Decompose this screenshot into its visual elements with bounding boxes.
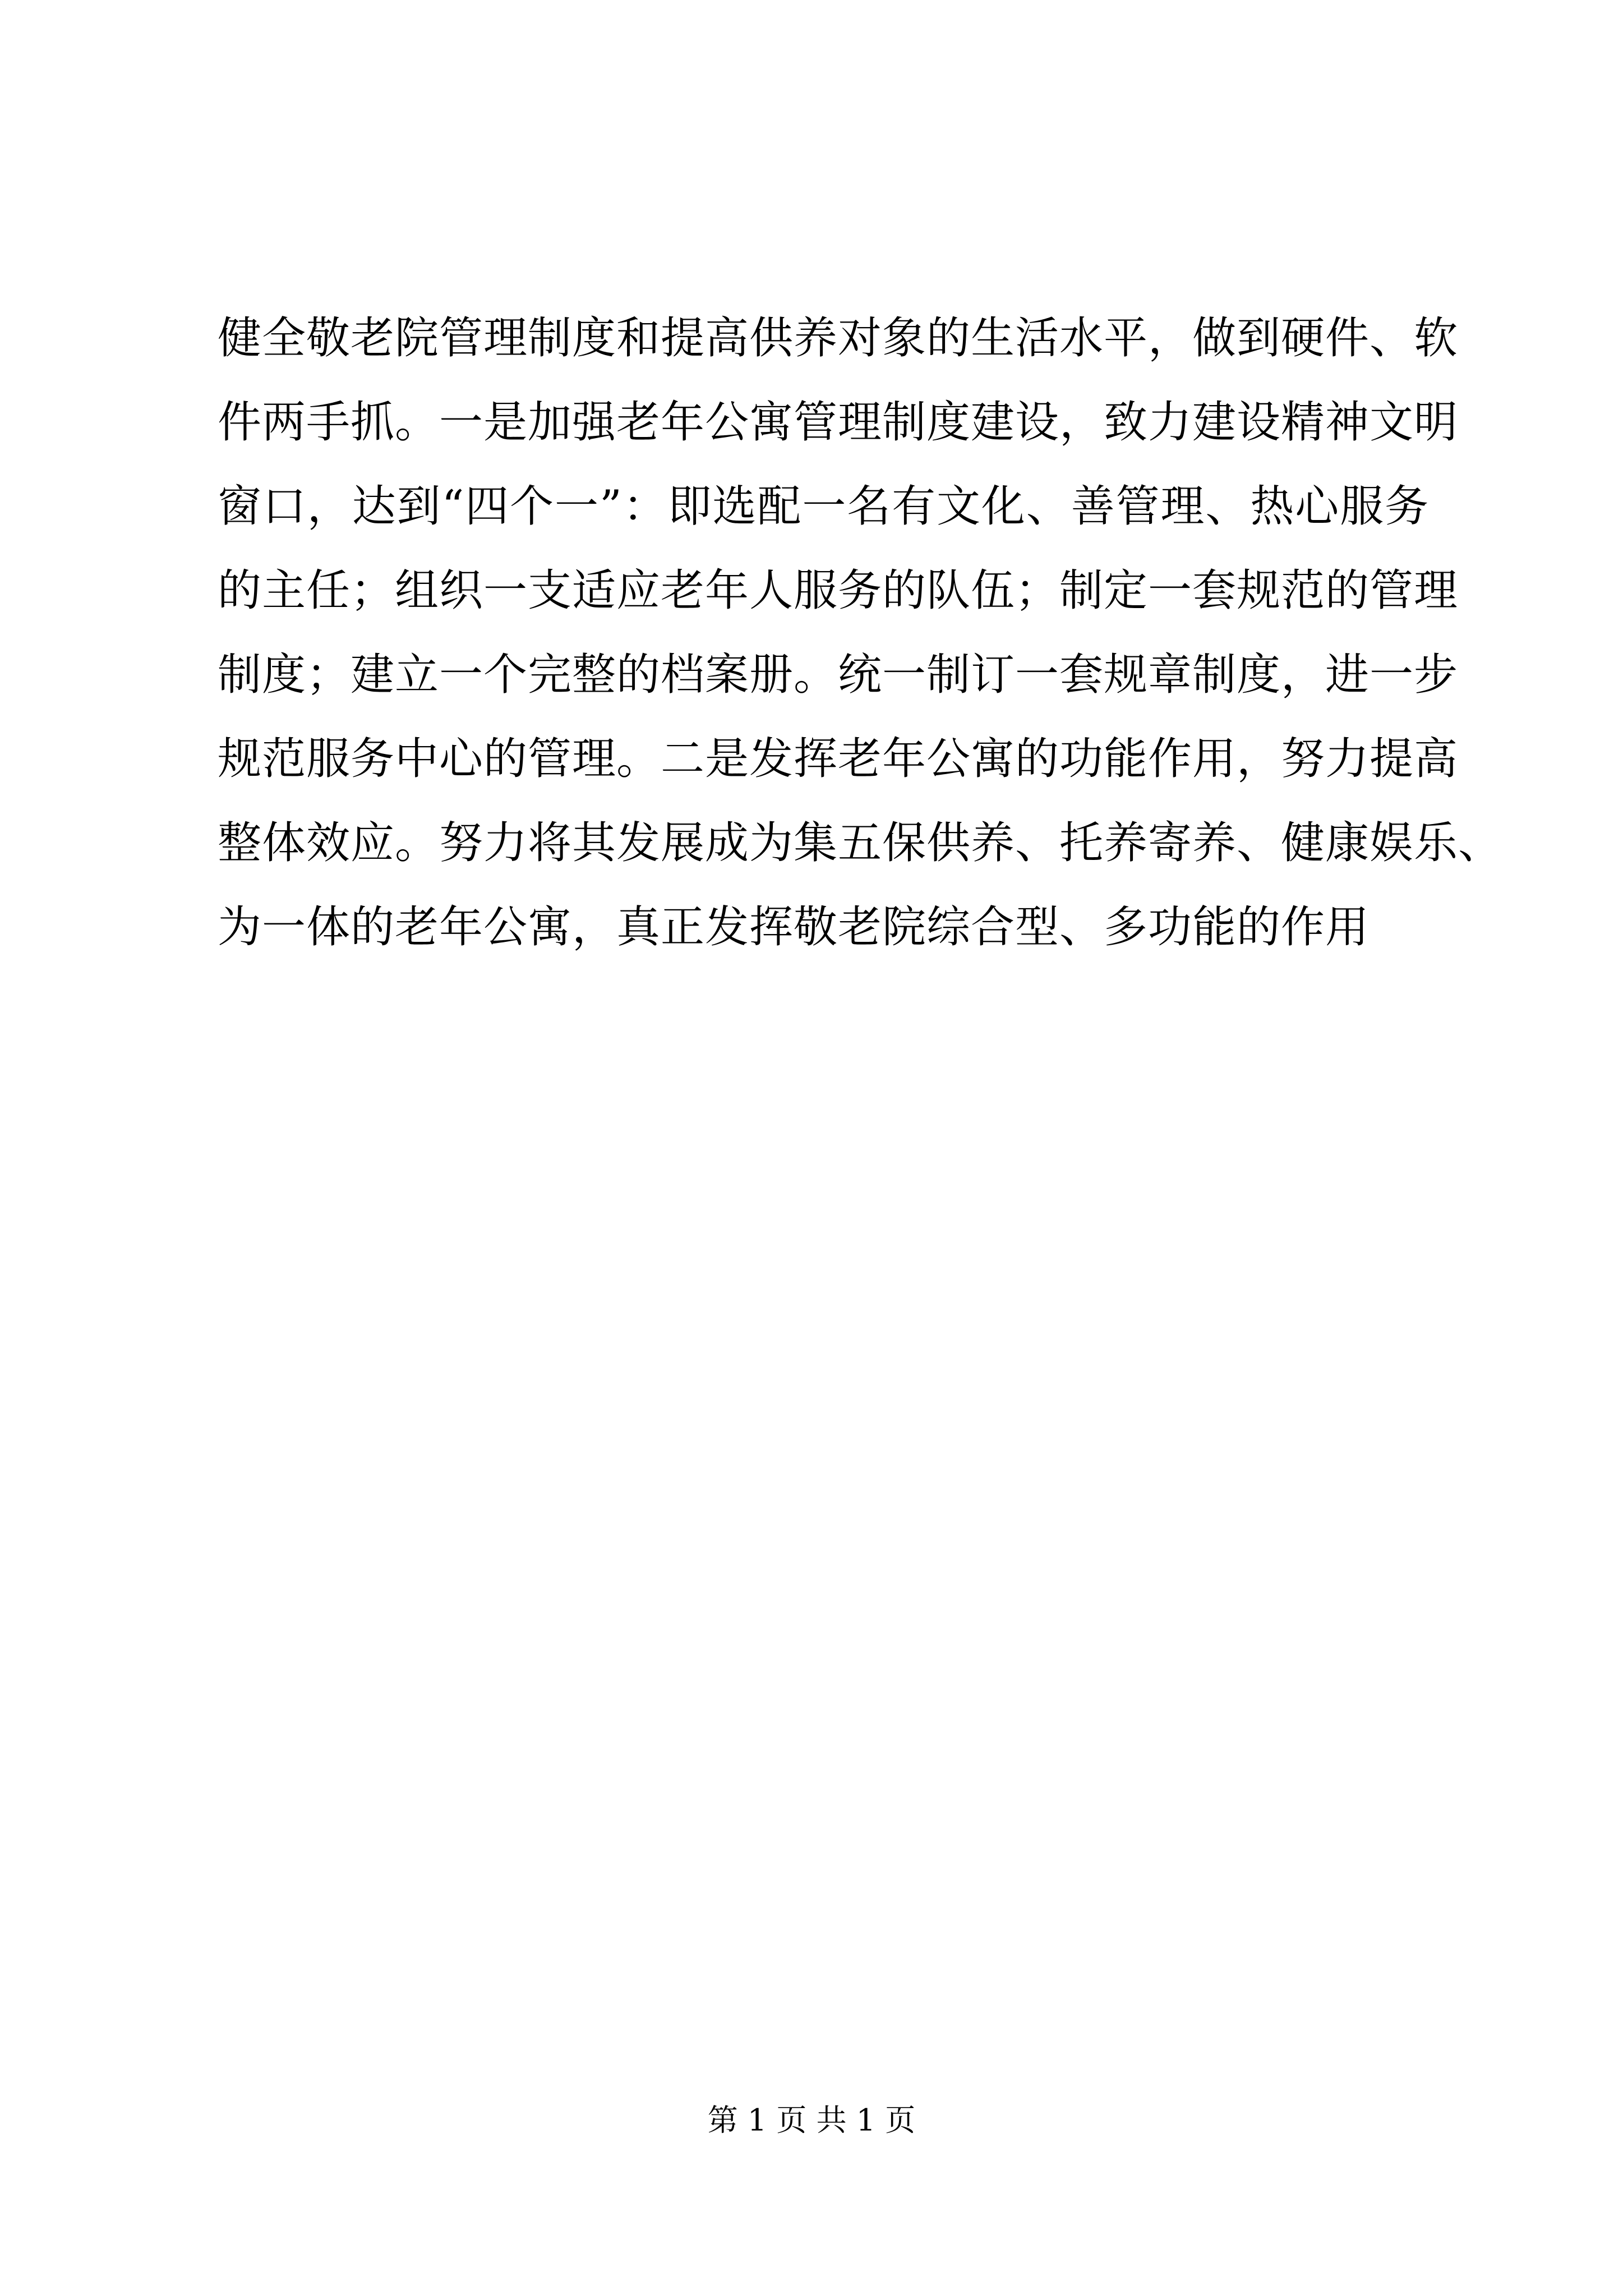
paragraph-line: 整体效应。努力将其发展成为集五保供养、托养寄养、健康娱乐、 bbox=[218, 818, 1503, 868]
page-footer: 第 1 页 共 1 页 bbox=[707, 2102, 916, 2138]
paragraph-line: 的主任；组织一支适应老年人服务的队伍；制定一套规范的管理 bbox=[218, 565, 1459, 616]
body-paragraph bbox=[218, 296, 1503, 969]
paragraph-line: 规范服务中心的管理。二是发挥老年公寓的功能作用，努力提高 bbox=[218, 734, 1459, 784]
paragraph-line: 件两手抓。一是加强老年公寓管理制度建设，致力建设精神文明 bbox=[218, 397, 1459, 448]
paragraph-line: 为一体的老年公寓，真正发挥敬老院综合型、多功能的作用 bbox=[218, 902, 1370, 953]
paragraph-line: 窗口，达到“四个一”：即选配一名有文化、善管理、热心服务 bbox=[218, 481, 1429, 532]
paragraph-line: 健全敬老院管理制度和提高供养对象的生活水平，做到硬件、软 bbox=[218, 313, 1459, 364]
paragraph-line: 制度；建立一个完整的档案册。统一制订一套规章制度，进一步 bbox=[218, 650, 1459, 700]
